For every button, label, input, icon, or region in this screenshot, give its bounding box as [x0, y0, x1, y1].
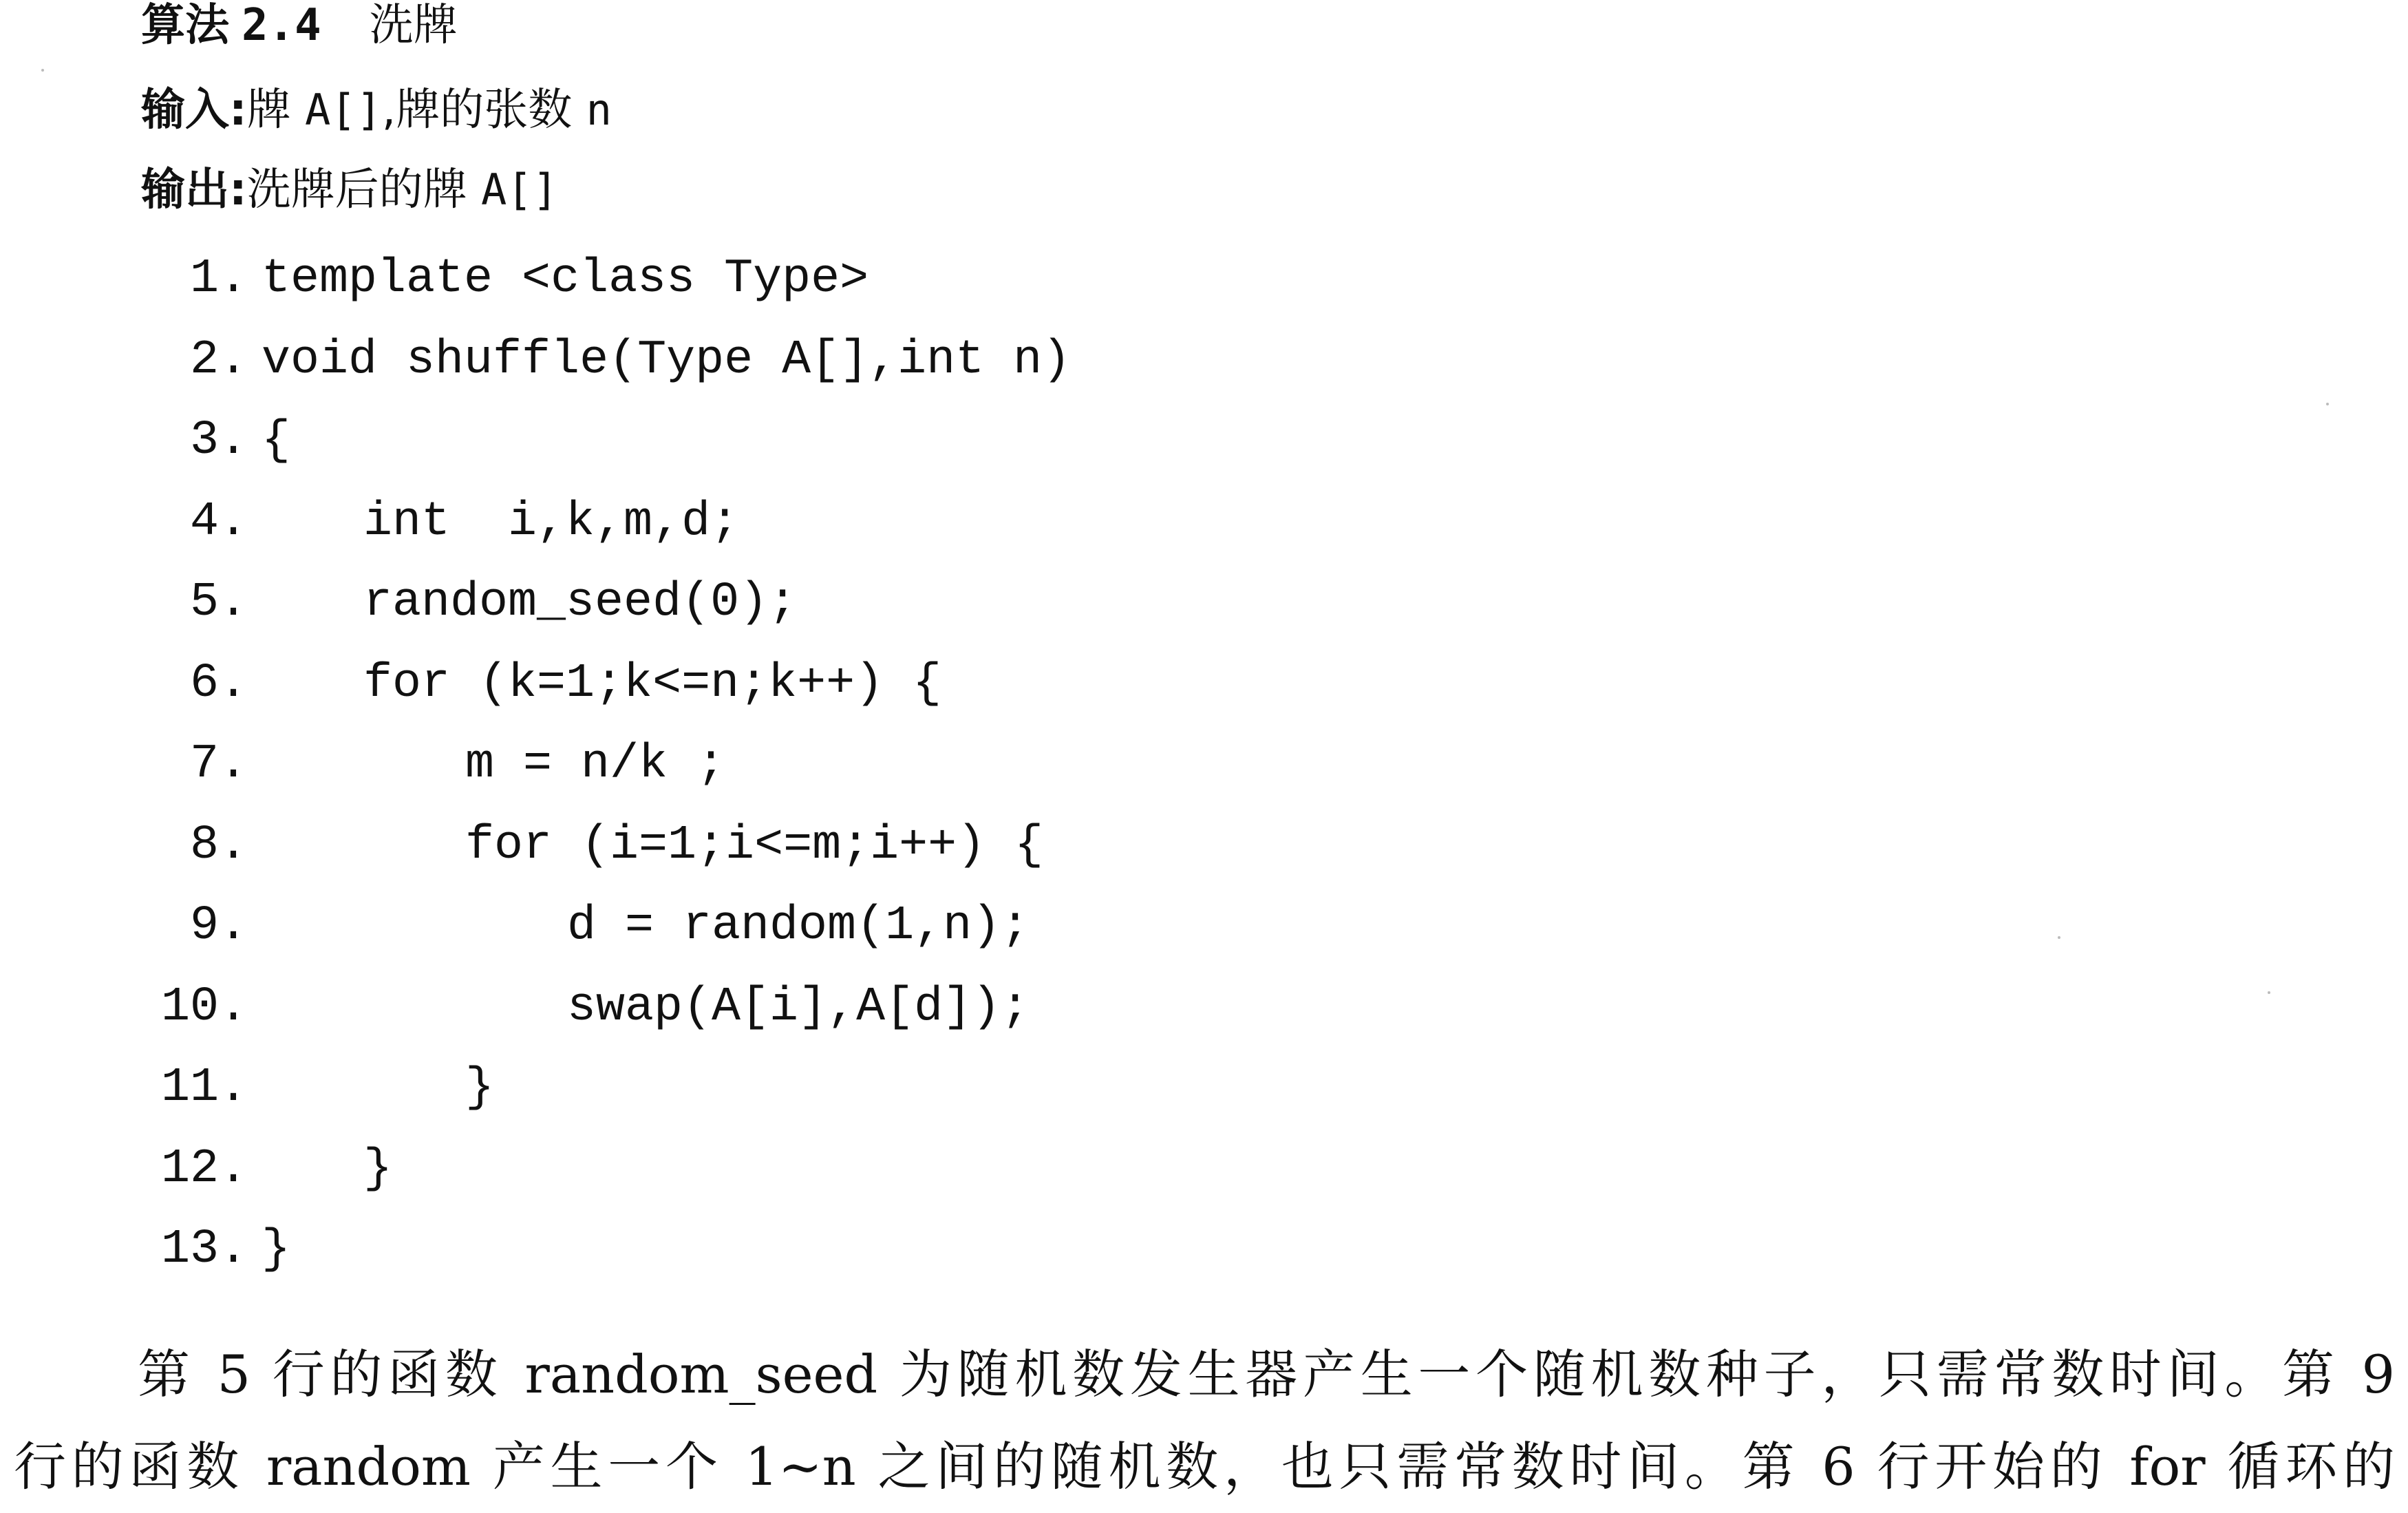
line-number: 5.: [189, 575, 248, 630]
output-array-var: A[]: [480, 165, 558, 215]
line-code: for (k=1;k<=n;k++) {: [363, 656, 942, 711]
input-text-pre: 牌: [246, 85, 305, 136]
scan-speck: [2058, 936, 2060, 939]
input-array-var: A[]: [304, 85, 382, 135]
line-number: 4.: [189, 494, 248, 549]
code-line: [131, 239, 869, 320]
code-line: [131, 482, 740, 563]
input-count-var: n: [586, 85, 612, 135]
line-code: }: [363, 1141, 393, 1196]
line-code: template <class Type>: [262, 252, 869, 306]
line-number: 6.: [189, 656, 248, 711]
line-number: 11.: [160, 1061, 248, 1115]
input-text-mid: ,牌的张数: [381, 85, 586, 136]
line-number: 7.: [189, 737, 248, 792]
input-line: [141, 76, 612, 145]
code-listing: [131, 239, 1072, 1291]
line-code: d = random(1,n);: [567, 899, 1030, 953]
line-number: 3.: [189, 414, 248, 468]
line-code: for (i=1;i<=m;i++) {: [465, 818, 1044, 873]
algorithm-number: 2.4: [242, 0, 321, 51]
explanation-paragraph: [14, 1329, 2395, 1513]
line-code: {: [262, 414, 291, 468]
line-code: int i,k,m,d;: [363, 494, 740, 549]
paragraph-line-2: 行的函数 random 产生一个 1~n 之间的随机数，也只需常数时间。第 6 行开始的 for 循环的: [14, 1436, 2395, 1497]
code-line: [131, 644, 942, 725]
scan-speck: [2268, 991, 2270, 994]
code-line: [131, 967, 1030, 1048]
line-code: }: [262, 1223, 291, 1277]
scan-speck: [41, 69, 44, 72]
output-text-pre: 洗牌后的牌: [246, 165, 481, 215]
paragraph-line-1: 第 5 行的函数 random_seed 为随机数发生器产生一个随机数种子，只需常数时间。第 9: [138, 1344, 2395, 1405]
scan-speck: [2326, 403, 2329, 405]
output-label: 输出:: [141, 165, 247, 215]
line-number: 8.: [189, 818, 248, 873]
code-line: [131, 724, 726, 805]
line-number: 1.: [189, 252, 248, 306]
line-number: 2.: [189, 332, 248, 388]
algorithm-name: 洗牌: [369, 0, 458, 51]
line-code: }: [465, 1061, 495, 1115]
algorithm-label: 算法: [141, 0, 229, 51]
code-line: [131, 1209, 291, 1291]
input-label: 输入:: [141, 85, 247, 136]
algorithm-title: [141, 0, 458, 63]
line-code: void shuffle(Type A[],int n): [262, 332, 1072, 388]
line-number: 13.: [160, 1223, 248, 1277]
line-code: random_seed(0);: [363, 575, 798, 630]
code-line: [131, 401, 291, 482]
code-line: [131, 1048, 495, 1129]
code-line: [131, 320, 1072, 401]
line-number: 12.: [160, 1141, 248, 1196]
code-line: [131, 886, 1030, 967]
line-code: swap(A[i],A[d]);: [567, 980, 1030, 1035]
code-line: [131, 805, 1044, 887]
code-line: [131, 562, 798, 644]
output-line: [141, 156, 558, 224]
line-code: m = n/k ;: [465, 737, 726, 792]
line-number: 10.: [160, 980, 248, 1035]
line-number: 9.: [189, 899, 248, 953]
code-line: [131, 1129, 393, 1210]
